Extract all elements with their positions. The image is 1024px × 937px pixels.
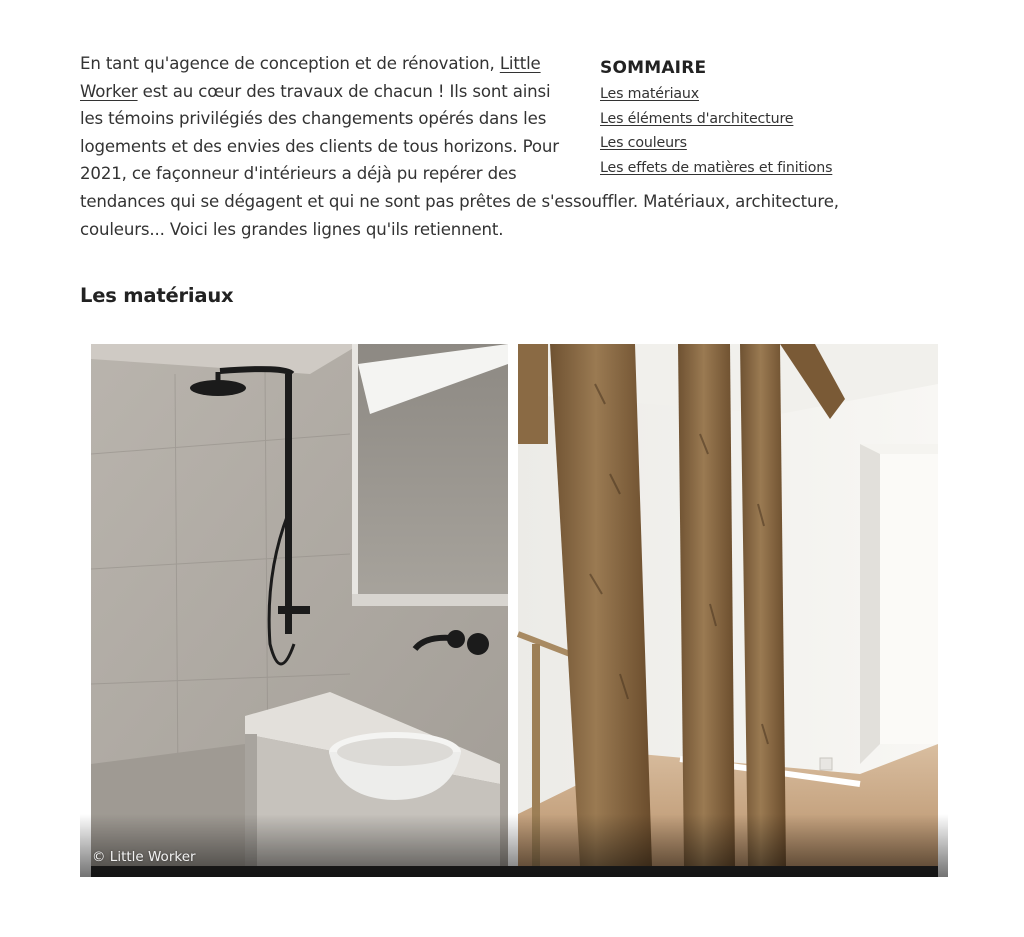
toc-link-couleurs[interactable]: Les couleurs: [600, 135, 687, 152]
toc-title: SOMMAIRE: [600, 58, 707, 78]
intro-text-start: En tant qu'agence de conception et de rénovation,: [80, 54, 500, 73]
article-figure: [80, 344, 948, 877]
article-intro: [80, 50, 860, 243]
section-heading-materiaux: Les matériaux: [80, 284, 234, 307]
toc-link-finitions[interactable]: Les effets de matières et finitions: [600, 159, 833, 176]
figure-photos: [80, 344, 948, 877]
toc-link-architecture[interactable]: Les éléments d'architecture: [600, 110, 794, 127]
table-of-contents: [600, 50, 860, 180]
toc-item: [600, 131, 860, 156]
toc-item: [600, 156, 860, 181]
toc-item: [600, 107, 860, 132]
wooden-beams-photo: [518, 344, 938, 866]
toc-link-materiaux[interactable]: Les matériaux: [600, 86, 699, 102]
little-worker-link[interactable]: Little Worker: [80, 54, 541, 101]
bathroom-photo: [91, 344, 518, 877]
photo-credit: © Little Worker: [92, 849, 196, 865]
toc-item: [600, 82, 860, 107]
intro-text-end: est au cœur des travaux de chacun ! Ils sont ainsi les témoins privilégiés des changements opérés dans les logements et des envies des clients de tous horizons. Pour 2021, ce façonneur d'intérieurs a déjà pu repérer des tendances qui se dégagent et qui ne sont pas prêtes de s'essouffler. Matériaux, architecture, couleurs... Voici les grandes lignes qu'ils retiennent.: [80, 81, 839, 239]
toc-list: [600, 82, 860, 180]
